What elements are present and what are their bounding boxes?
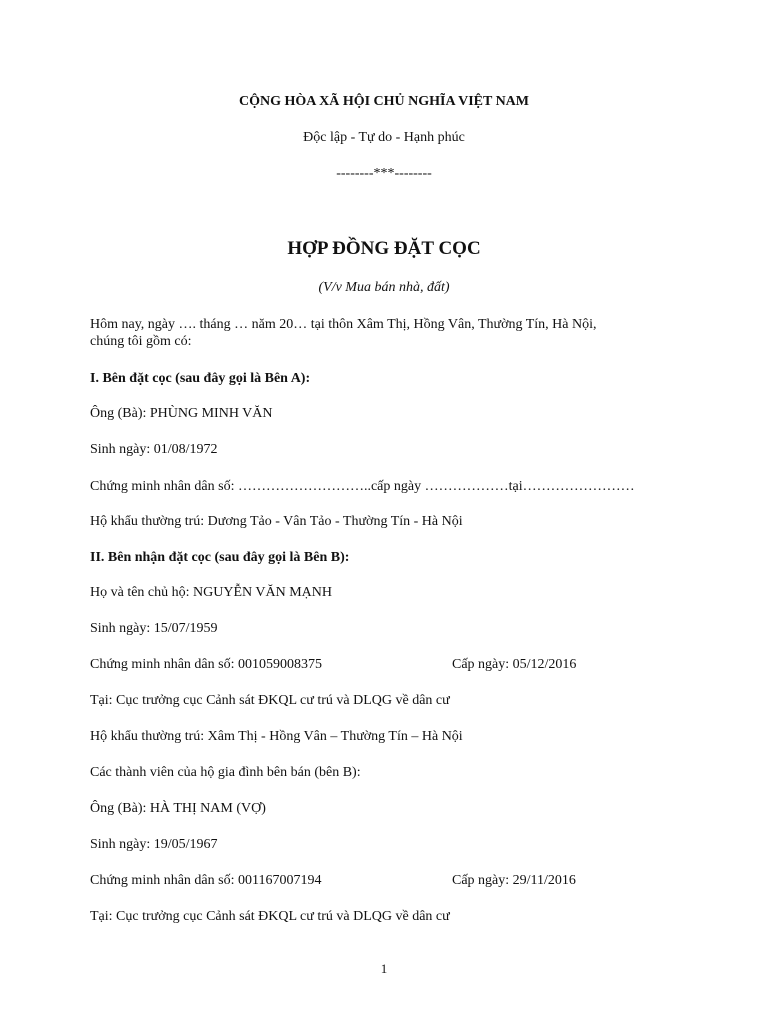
member-1-id-number: Chứng minh nhân dân số: 001167007194 xyxy=(90,873,322,888)
party-b-id-number: Chứng minh nhân dân số: 001059008375 xyxy=(90,657,322,672)
member-1-name: Ông (Bà): HÀ THỊ NAM (VỢ) xyxy=(90,801,266,816)
motto: Độc lập - Tự do - Hạnh phúc xyxy=(303,130,465,145)
member-1-issue-date: Cấp ngày: 29/11/2016 xyxy=(452,873,576,888)
member-1-dob: Sinh ngày: 19/05/1967 xyxy=(90,837,218,852)
party-b-name: Họ và tên chủ hộ: NGUYỄN VĂN MẠNH xyxy=(90,585,332,600)
party-a-residence: Hộ khẩu thường trú: Dương Tảo - Vân Tảo - Thường Tín - Hà Nội xyxy=(90,514,463,529)
page-number: 1 xyxy=(380,961,388,976)
party-b-heading: II. Bên nhận đặt cọc (sau đây gọi là Bên B): xyxy=(90,550,350,565)
party-a-heading: I. Bên đặt cọc (sau đây gọi là Bên A): xyxy=(90,371,311,386)
intro-line-2: chúng tôi gồm có: xyxy=(90,334,192,349)
document-title: HỢP ĐỒNG ĐẶT CỌC xyxy=(287,238,481,259)
party-a-name: Ông (Bà): PHÙNG MINH VĂN xyxy=(90,406,273,421)
party-b-dob: Sinh ngày: 15/07/1959 xyxy=(90,621,218,636)
party-b-issued-at: Tại: Cục trưởng cục Cảnh sát ĐKQL cư trú và DLQG về dân cư xyxy=(90,693,450,708)
party-b-issue-date: Cấp ngày: 05/12/2016 xyxy=(452,657,577,672)
party-a-dob: Sinh ngày: 01/08/1972 xyxy=(90,442,218,457)
party-a-id-line: Chứng minh nhân dân số: ………………………..cấp ngày ………………tại…………………… xyxy=(90,479,635,494)
party-b-members-heading: Các thành viên của hộ gia đình bên bán (bên B): xyxy=(90,765,361,780)
header-separator: --------***-------- xyxy=(336,166,432,181)
national-title: CỘNG HÒA XÃ HỘI CHỦ NGHĨA VIỆT NAM xyxy=(238,94,529,109)
member-1-issued-at: Tại: Cục trưởng cục Cảnh sát ĐKQL cư trú và DLQG về dân cư xyxy=(90,909,450,924)
document-subtitle: (V/v Mua bán nhà, đất) xyxy=(318,280,450,295)
party-b-residence: Hộ khẩu thường trú: Xâm Thị - Hồng Vân – Thường Tín – Hà Nội xyxy=(90,729,463,744)
intro-line-1: Hôm nay, ngày …. tháng … năm 20… tại thôn Xâm Thị, Hồng Vân, Thường Tín, Hà Nội, xyxy=(90,317,597,332)
